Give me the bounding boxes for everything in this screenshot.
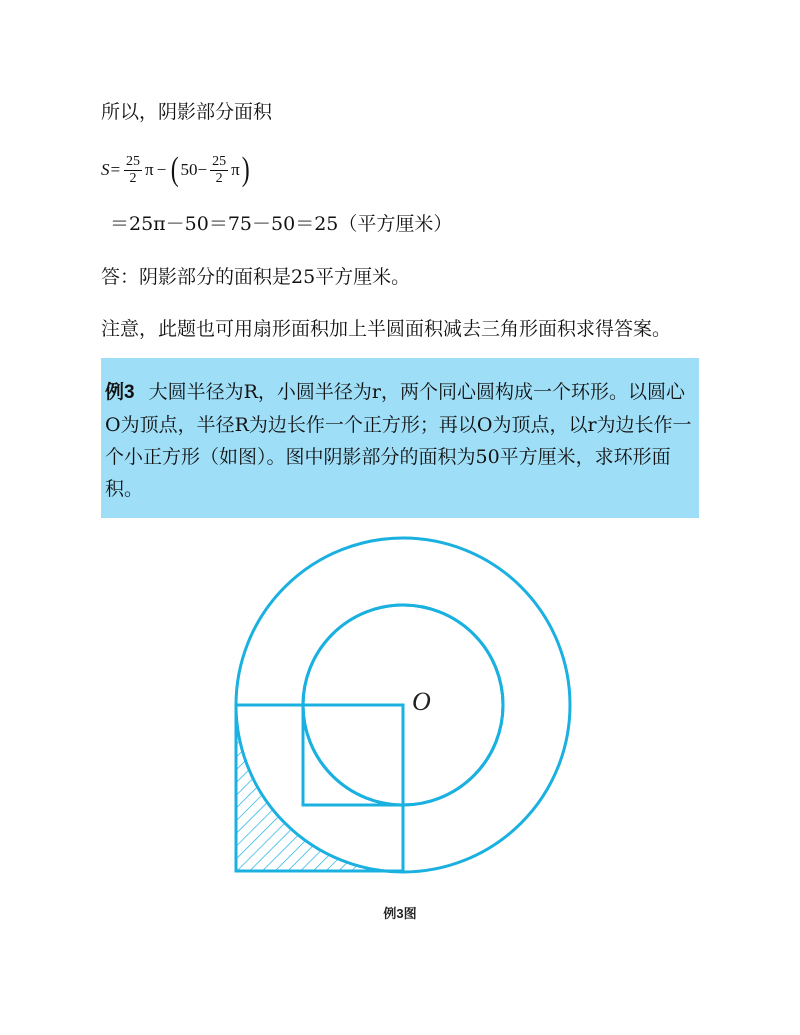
open-paren: ( [170, 151, 179, 188]
close-paren: ) [241, 151, 250, 188]
pi-2: π [231, 160, 240, 179]
pi-1: π [144, 160, 154, 179]
example-label: 例3 [105, 382, 135, 403]
example-body: 大圆半径为R，小圆半径为r，两个同心圆构成一个环形。以圆心O为顶点，半径R为边长作一个正方形；再以O为顶点，以r为边长作一个小正方形（如图）。图中阴影部分的面积为50平方厘米，求环形面积。 [105, 381, 692, 500]
fraction-2: $\frac{25}{2}$ [212, 153, 227, 186]
answer-line: 答：阴影部分的面积是25平方厘米。 [101, 266, 411, 288]
minus-sign: − [156, 160, 167, 179]
formula-s: S= [101, 160, 121, 179]
calculation-line: ＝25π－50＝75－50＝25（平方厘米） [110, 213, 453, 235]
center-label-o: O [412, 687, 431, 716]
fifty-minus: 50− [180, 160, 208, 179]
note-line: 注意，此题也可用扇形面积加上半圆面积减去三角形面积求得答案。 [101, 318, 672, 340]
conclusion-line: 所以，阴影部分面积 [101, 101, 273, 123]
figure-caption: 例3图 [383, 906, 417, 921]
fraction-1: $\frac{25}{2}$ [125, 153, 140, 186]
